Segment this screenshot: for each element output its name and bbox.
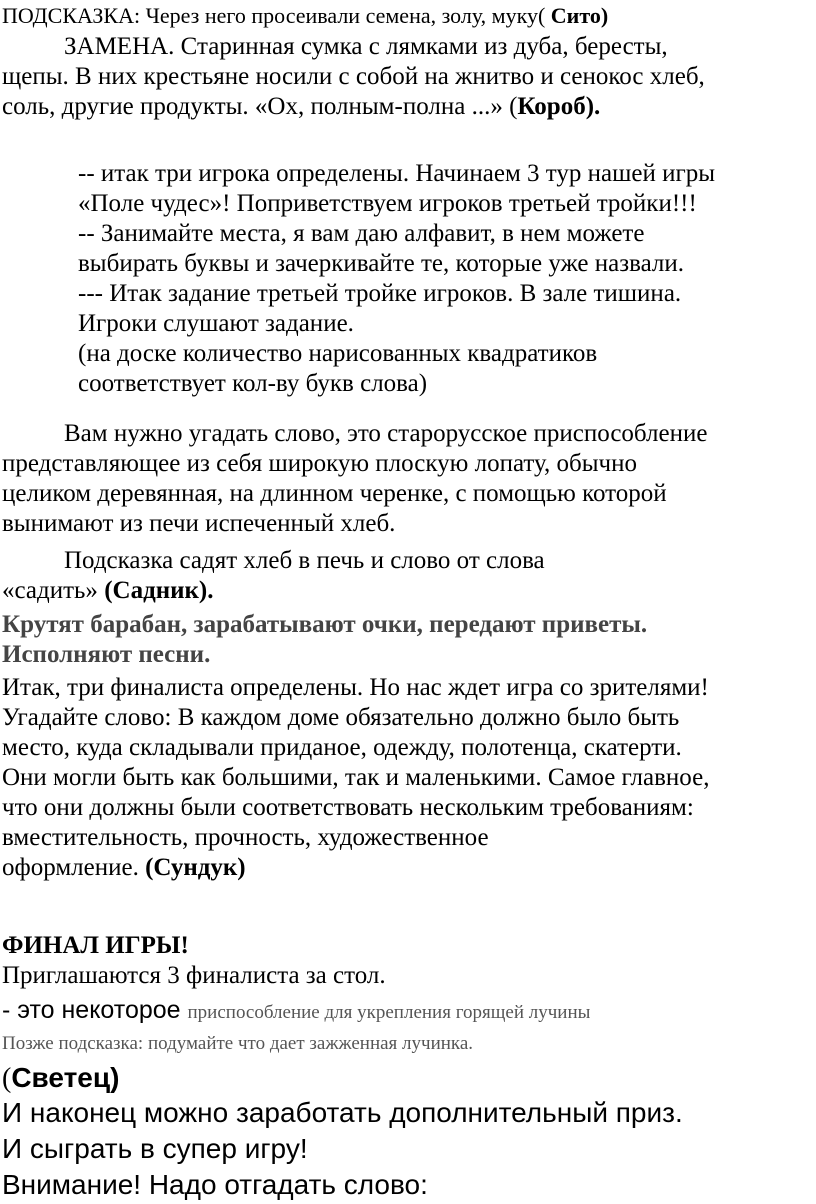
viewers-answer: (Сундук) <box>145 854 246 881</box>
replace-block <box>2 32 705 122</box>
final-prize: И наконец можно заработать дополнительный приз. <box>2 1097 683 1128</box>
final-heading: ФИНАЛ ИГРЫ! <box>2 932 189 959</box>
replace-text: соль, другие продукты. «Ох, полным-полна ...» ( <box>2 93 518 120</box>
round3-line: Игроки слушают задание. <box>78 310 354 337</box>
task-line: целиком деревянная, на длинном черенке, с помощью которой <box>2 480 667 507</box>
viewers-line: место, куда складывали приданое, одежду, полотенца, скатерти. <box>2 734 682 761</box>
hint2-text: «садить» <box>2 577 105 604</box>
viewers-line: Угадайте слово: В каждом доме обязательно должно было быть <box>2 704 680 731</box>
final-answer: Светец) <box>11 1062 120 1093</box>
action-line: Крутят барабан, зарабатывают очки, передают приветы. <box>2 611 648 638</box>
final-super: И сыграть в супер игру! <box>2 1133 308 1164</box>
round3-line: --- Итак задание третьей тройке игроков. В зале тишина. <box>78 280 682 307</box>
final-attention: Внимание! Надо отгадать слово: <box>2 1169 428 1200</box>
final-answer-paren: ( <box>2 1063 12 1094</box>
hint-text: Через него просеивали семена, золу, муку( <box>140 3 551 28</box>
task-block <box>2 419 707 539</box>
hint2-line: Подсказка садят хлеб в печь и слово от слова <box>64 547 545 574</box>
final-question-big: - это некоторое <box>2 996 188 1024</box>
round3-line: «Поле чудес»! Поприветствуем игроков третьей тройки!!! <box>78 190 697 217</box>
action-line: Исполняют песни. <box>2 641 211 668</box>
final-question <box>2 995 590 1029</box>
round3-line: выбирать буквы и зачеркивайте те, которые уже назвали. <box>78 250 685 277</box>
hint2-line <box>2 576 545 606</box>
round3-line: -- Занимайте места, я вам даю алфавит, в нем можете <box>78 220 645 247</box>
hint2-block <box>2 546 545 606</box>
viewers-line: вместительность, прочность, художественное <box>2 824 489 851</box>
hint2-answer: (Садник). <box>104 577 214 604</box>
final-hint: Позже подсказка: подумайте что дает зажженная лучинка. <box>2 1033 474 1054</box>
task-line: Вам нужно угадать слово, это старорусское приспособление <box>64 420 708 447</box>
viewers-block <box>2 673 709 883</box>
action-block <box>2 610 647 670</box>
replace-line: ЗАМЕНА. Старинная сумка с лямками из дуба, бересты, <box>64 33 668 60</box>
task-line: представляющее из себя широкую плоскую лопату, обычно <box>2 450 637 477</box>
hint-label: ПОДСКАЗКА: <box>2 3 141 28</box>
replace-line <box>2 92 705 122</box>
final-answer-line <box>2 1061 119 1096</box>
final-invite: Приглашаются 3 финалиста за стол. <box>2 962 386 989</box>
round3-block <box>2 159 715 399</box>
round3-line: -- итак три игрока определены. Начинаем 3 тур нашей игры <box>78 160 716 187</box>
final-question-small: приспособление для укрепления горящей лучины <box>187 1002 591 1023</box>
viewers-line: Итак, три финалиста определены. Но нас ждет игра со зрителями! <box>2 674 709 701</box>
hint-answer: Сито) <box>550 3 609 28</box>
replace-line: щепы. В них крестьяне носили с собой на жнитво и сенокос хлеб, <box>2 63 705 90</box>
replace-answer: Короб). <box>517 93 601 120</box>
viewers-text: оформление. <box>2 854 146 881</box>
viewers-line: что они должны были соответствовать нескольким требованиям: <box>2 794 694 821</box>
viewers-line: Они могли быть как большими, так и маленькими. Самое главное, <box>2 764 710 791</box>
hint-sito <box>2 2 608 29</box>
task-line: вынимают из печи испеченный хлеб. <box>2 510 396 537</box>
round3-line: (на доске количество нарисованных квадратиков <box>78 340 598 367</box>
round3-line: соответствует кол-ву букв слова) <box>78 370 428 397</box>
viewers-line <box>2 853 709 883</box>
